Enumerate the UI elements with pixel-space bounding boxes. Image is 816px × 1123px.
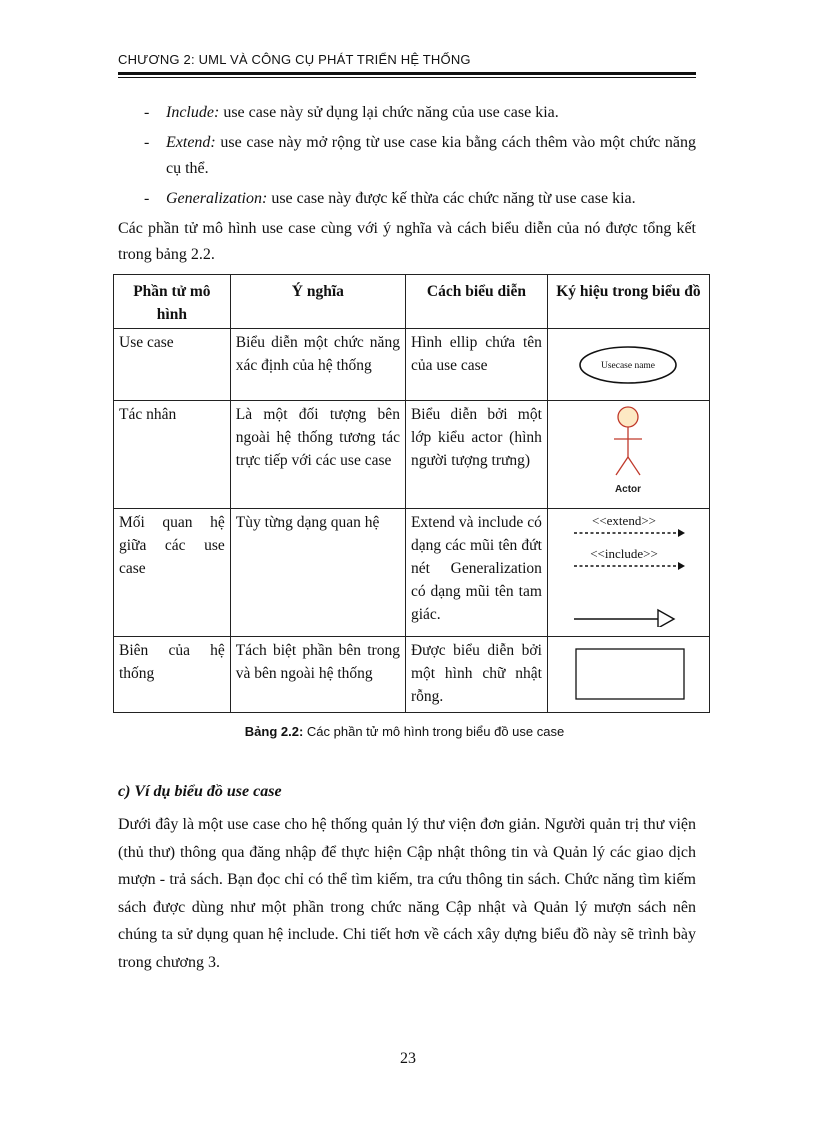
- table-row: [114, 637, 710, 713]
- system-boundary-rectangle-icon: [558, 639, 698, 703]
- table-cell: Biểu diễn bởi một lớp kiểu actor (hình người tượng trưng): [405, 401, 547, 509]
- subsection-title: c) Ví dụ biểu đồ use case: [118, 783, 282, 800]
- table-cell: Hình ellip chứa tên của use case: [405, 329, 547, 401]
- relationship-arrows-icon: [558, 511, 698, 627]
- caption-label: Bảng 2.2:: [244, 724, 304, 739]
- table-cell: Use case: [114, 329, 231, 401]
- bullet-extend: - Extend: use case này mở rộng từ use case kia bằng cách thêm vào một chức năng cụ thể.: [144, 134, 696, 177]
- table-header: Ý nghĩa: [230, 275, 405, 329]
- table-cell: Biên của hệ thống: [114, 637, 231, 713]
- body-paragraph: Dưới đây là một use case cho hệ thống quản lý thư viện đơn giản. Người quản trị thư viện (thủ thư) thông qua đăng nhập để thực hiện Cập nhật thông tin và Quản lý các giao dịch mượn - trả sách. Bạn đọc chỉ có thể tìm kiếm, tra cứu thông tin sách. Chức năng tìm kiếm sách được dùng như một phần trong chức năng Cập nhật và Quản lý mượn sách nên chúng ta sử dụng quan hệ include. Chi tiết hơn về cách xây dựng biểu đồ này sẽ trình bày trong chương 3.: [118, 816, 696, 971]
- intro-paragraph: Các phần tử mô hình use case cùng với ý nghĩa và cách biểu diễn của nó được tổng kết trong bảng 2.2.: [118, 220, 696, 263]
- include-label: <<include>>: [590, 546, 659, 561]
- page-number: 23: [400, 1050, 416, 1067]
- table-cell: Tác nhân: [114, 401, 231, 509]
- bullet-term: Include:: [166, 104, 220, 121]
- table-cell: Extend và include có dạng các mũi tên đứt nét Generalization có dạng mũi tên tam giác.: [405, 509, 547, 637]
- table-cell: Mối quan hệ giữa các use case: [114, 509, 231, 637]
- bullet-text: use case này sử dụng lại chức năng của use case kia.: [219, 104, 559, 121]
- bullet-generalization: - Generalization: use case này được kế thừa các chức năng từ use case kia.: [144, 190, 636, 207]
- bullet-text: use case này được kế thừa các chức năng từ use case kia.: [267, 190, 636, 207]
- bullet-term: Generalization:: [166, 190, 268, 207]
- caption-text: Các phần tử mô hình trong biểu đồ use case: [303, 724, 565, 739]
- table-row: [114, 401, 710, 509]
- table-header: Ký hiệu trong biểu đồ: [547, 275, 709, 329]
- table-row: [114, 329, 710, 401]
- relationship-symbol-cell: [547, 509, 709, 637]
- table-header: Cách biểu diễn: [405, 275, 547, 329]
- boundary-symbol-cell: [547, 637, 709, 713]
- bullet-term: Extend:: [166, 134, 216, 151]
- table-cell: Là một đối tượng bên ngoài hệ thống tương tác trực tiếp với các use case: [230, 401, 405, 509]
- usecase-symbol-cell: [547, 329, 709, 401]
- bullet-text: use case này mở rộng từ use case kia bằng cách thêm vào một chức năng cụ thể.: [166, 134, 696, 177]
- table-caption: [113, 719, 696, 745]
- usecase-label: Usecase name: [601, 361, 656, 371]
- table-cell: Biểu diễn một chức năng xác định của hệ thống: [230, 329, 405, 401]
- usecase-ellipse-icon: [558, 331, 698, 391]
- running-header: CHƯƠNG 2: UML VÀ CÔNG CỤ PHÁT TRIỂN HỆ THỐNG: [118, 52, 471, 67]
- page-content: [118, 100, 701, 976]
- table-header: Phần tử mô hình: [114, 275, 231, 329]
- table-cell: Tách biệt phần bên trong và bên ngoài hệ thống: [230, 637, 405, 713]
- table-cell: Tùy từng dạng quan hệ: [230, 509, 405, 637]
- table-cell: Được biểu diễn bởi một hình chữ nhật rỗng.: [405, 637, 547, 713]
- actor-label: Actor: [615, 484, 642, 495]
- table-header-row: [114, 275, 710, 329]
- extend-label: <<extend>>: [592, 513, 657, 528]
- header-rule-thin: [118, 77, 696, 78]
- bullet-include: - Include: use case này sử dụng lại chức năng của use case kia.: [144, 104, 559, 121]
- use-case-elements-table: [113, 274, 710, 713]
- header-rule-thick: [118, 72, 696, 75]
- actor-symbol-cell: [547, 401, 709, 509]
- actor-stick-figure-icon: [558, 403, 698, 499]
- table-row: [114, 509, 710, 637]
